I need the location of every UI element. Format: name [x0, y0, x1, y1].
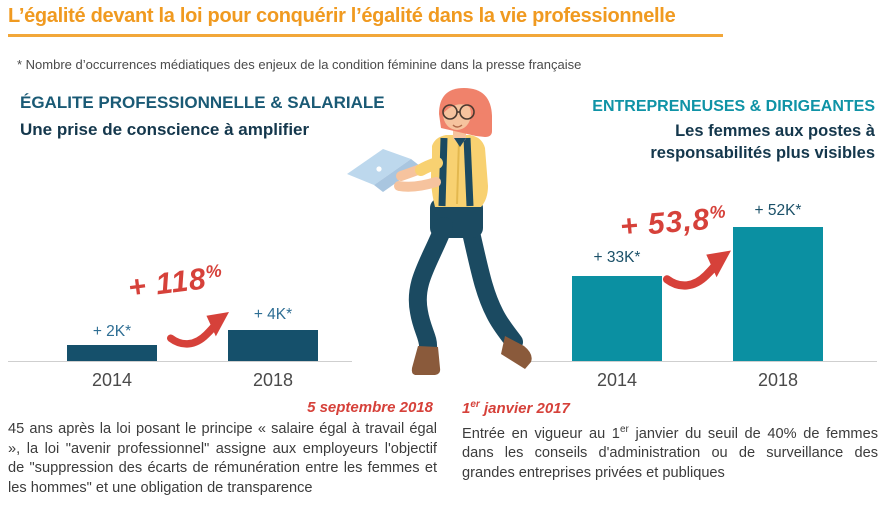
- bar-right-2014: [572, 276, 662, 361]
- bar-value-label: + 2K*: [92, 323, 132, 340]
- laptop-logo: [376, 166, 381, 171]
- paragraph-right-end: janvier du seuil de 40% de femmes dans les conseils d'administration ou de surveillance des grandes entreprises privées et publiques: [462, 425, 878, 482]
- growth-value-right: + 53,8: [618, 202, 712, 244]
- title-underline: [8, 34, 723, 37]
- right-section-heading: ENTREPRENEUSES & DIRIGEANTES: [592, 98, 875, 115]
- back-leg: [469, 224, 514, 342]
- right-section-header: [592, 98, 875, 164]
- growth-arrow-icon-right: [663, 242, 731, 292]
- date-right-sup: er: [470, 399, 480, 410]
- paragraph-left: 45 ans après la loi posant le principe « salaire égal à travail égal », la loi "avenir professionnel" assigne aux employeurs l'objectif de "suppression des écarts de rémunération entre les femmes et les hommes" et une obligation de transparence: [8, 421, 437, 496]
- bar-right-2018: [733, 227, 823, 361]
- paragraph-right-start: Entrée en vigueur au 1: [462, 425, 620, 442]
- suspender-left: [442, 138, 444, 206]
- bar-value-label: + 33K*: [593, 249, 641, 266]
- left-section-subheading: Une prise de conscience à amplifier: [20, 120, 310, 139]
- growth-unit-left: %: [204, 260, 224, 283]
- growth-annotation-right: [619, 201, 729, 244]
- right-subheading-line2: responsabilités plus visibles: [650, 144, 875, 162]
- growth-unit-right: %: [708, 201, 728, 223]
- sleeve: [421, 163, 437, 170]
- front-leg: [418, 226, 444, 348]
- growth-value-left: + 118: [126, 262, 209, 305]
- bar-value-label: + 52K*: [754, 202, 802, 219]
- bar-value-label: + 4K*: [253, 306, 293, 323]
- footnote-definition: * Nombre d’occurrences médiatiques des enjeux de la condition féminine dans la presse française: [17, 57, 582, 72]
- date-right: [462, 399, 570, 417]
- paragraph-right: [462, 420, 878, 484]
- right-section-subheading: [592, 120, 875, 164]
- year-label: 2014: [91, 370, 133, 390]
- paragraph-right-sup: er: [619, 424, 629, 435]
- year-label: 2018: [757, 370, 799, 390]
- front-boot: [412, 346, 440, 375]
- bar-left-2018: [228, 330, 318, 361]
- date-right-rest: janvier 2017: [479, 400, 570, 417]
- year-label: 2018: [252, 370, 294, 390]
- growth-arrow-icon-left: [167, 304, 229, 350]
- date-right-num: 1: [462, 400, 471, 417]
- axis-line-left: [8, 361, 352, 362]
- left-section-heading: ÉGALITE PROFESSIONNELLE & SALARIALE: [20, 93, 385, 112]
- date-left: 5 septembre 2018: [307, 399, 433, 416]
- walking-woman-illustration: [343, 86, 541, 404]
- right-subheading-line1: Les femmes aux postes à: [675, 122, 875, 140]
- year-label: 2014: [596, 370, 638, 390]
- suspender-right: [467, 138, 470, 206]
- axis-line-right: [530, 361, 877, 362]
- lower-arm: [399, 182, 436, 187]
- page-title: L’égalité devant la loi pour conquérir l’égalité dans la vie professionnelle: [8, 5, 676, 27]
- growth-annotation-left: [126, 260, 225, 305]
- bar-left-2014: [67, 345, 157, 361]
